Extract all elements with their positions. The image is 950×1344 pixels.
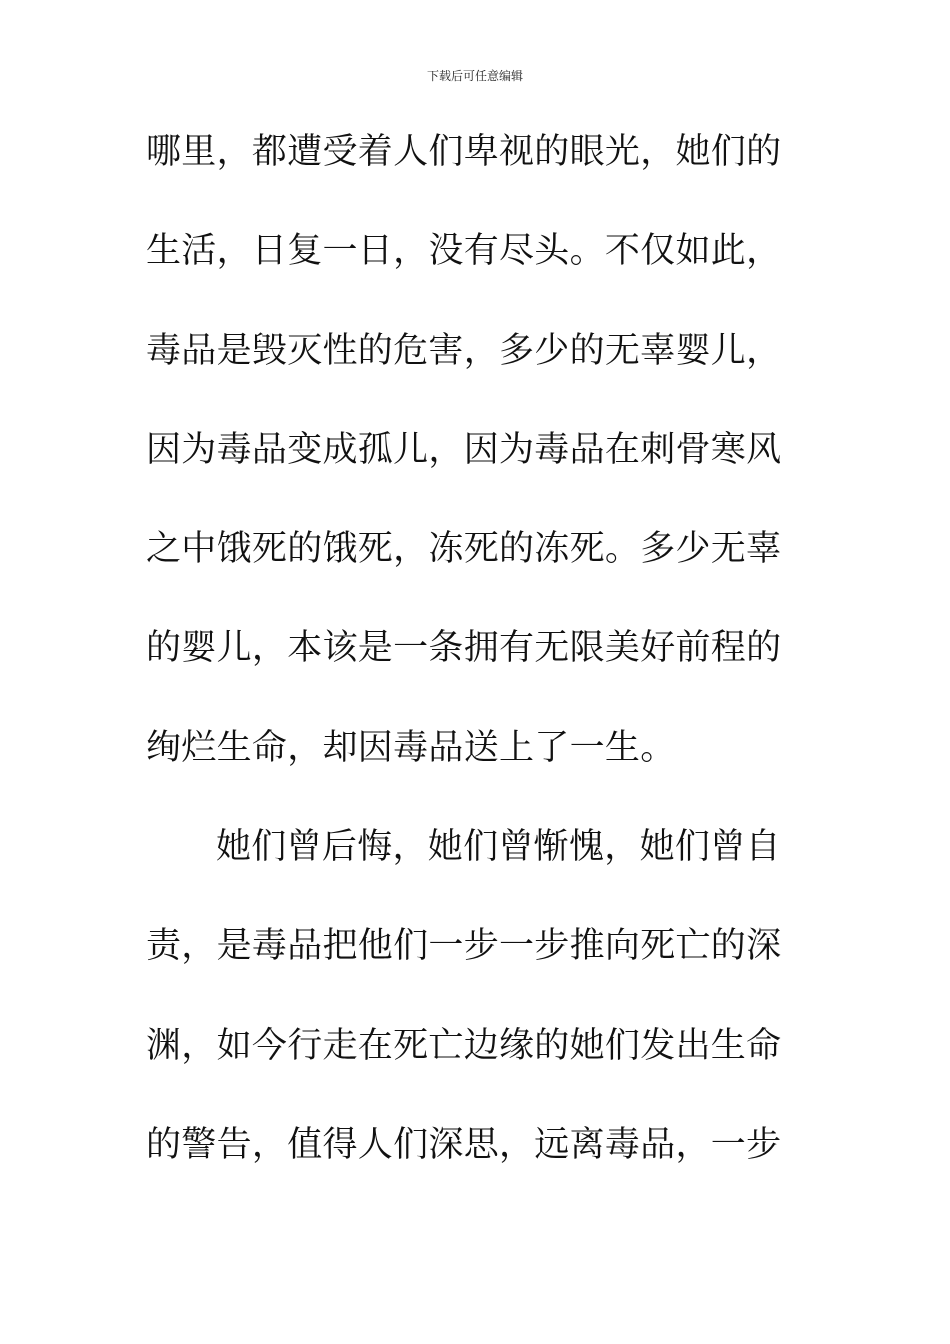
text-line: 生活，日复一日，没有尽头。不仅如此， bbox=[146, 231, 782, 272]
page-header: 下载后可任意编辑 bbox=[426, 69, 523, 83]
text-line: 的婴儿，本该是一条拥有无限美好前程的 bbox=[146, 628, 782, 669]
text-line: 的警告，值得人们深思，远离毒品，一步 bbox=[146, 1124, 782, 1165]
text-line: 毒品是毁灭性的危害，多少的无辜婴儿， bbox=[146, 330, 782, 371]
text-line: 因为毒品变成孤儿，因为毒品在刺骨寒风 bbox=[146, 429, 782, 470]
text-line: 责，是毒品把他们一步一步推向死亡的深 bbox=[146, 926, 782, 967]
paragraph-start-line: 她们曾后悔，她们曾惭愧，她们曾自 bbox=[216, 827, 781, 868]
text-line: 之中饿死的饿死，冻死的冻死。多少无辜 bbox=[146, 529, 782, 570]
text-line: 哪里，都遭受着人们卑视的眼光，她们的 bbox=[146, 132, 782, 172]
text-line: 渊，如今行走在死亡边缘的她们发出生命 bbox=[146, 1025, 782, 1066]
text-line: 绚烂生命，却因毒品送上了一生。 bbox=[146, 727, 676, 768]
document-body bbox=[146, 124, 786, 1216]
